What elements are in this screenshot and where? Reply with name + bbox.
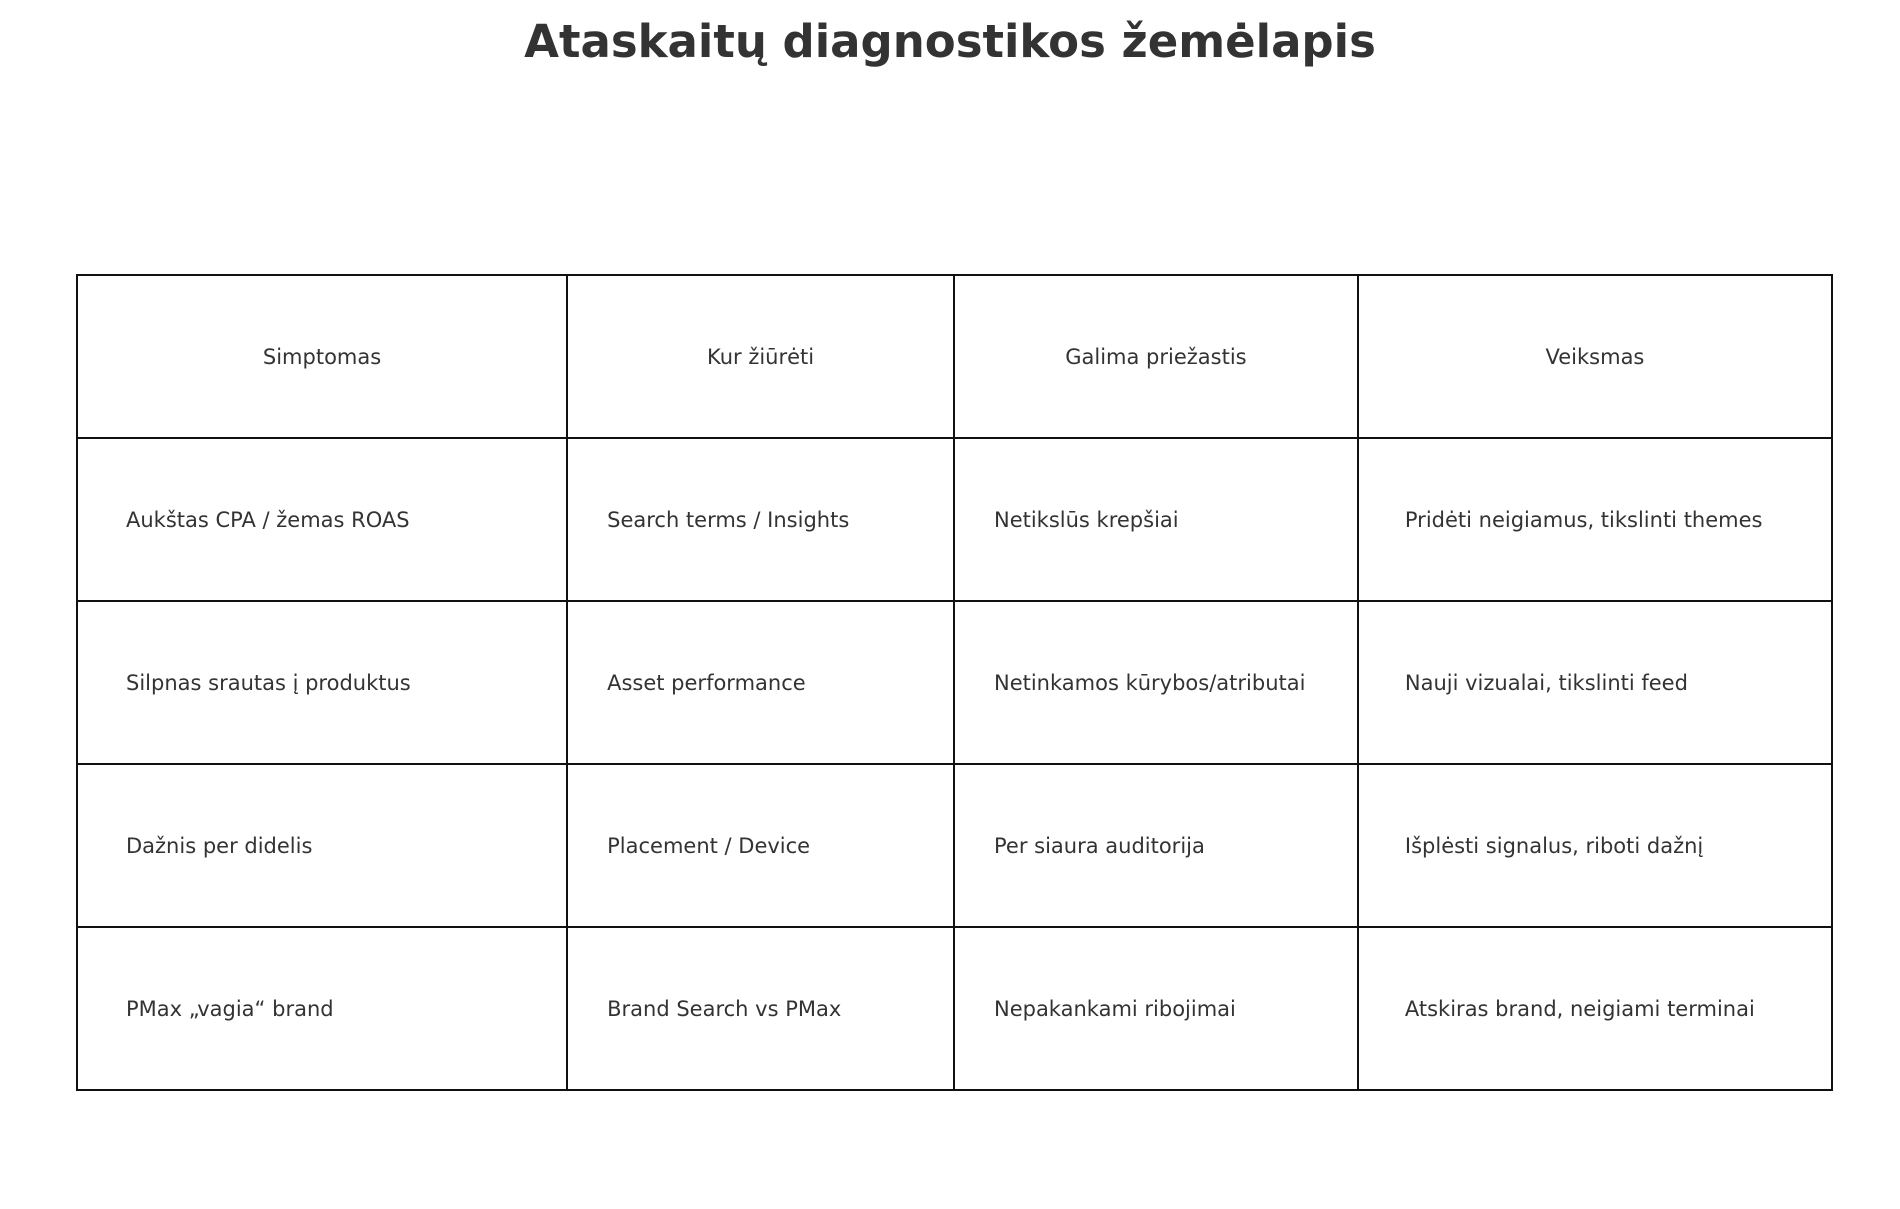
table-row [77, 927, 1832, 1090]
table-row [77, 438, 1832, 601]
table-cell: Per siaura auditorija [954, 764, 1358, 927]
chart-title: Ataskaitų diagnostikos žemėlapis [524, 15, 1376, 68]
table-cell: Placement / Device [567, 764, 954, 927]
column-header: Galima priežastis [954, 275, 1358, 438]
table-cell: Nepakankami ribojimai [954, 927, 1358, 1090]
table-cell: Silpnas srautas į produktus [77, 601, 567, 764]
table-cell: Atskiras brand, neigiami terminai [1358, 927, 1832, 1090]
diagnostics-table [76, 274, 1833, 1091]
table-cell: PMax „vagia“ brand [77, 927, 567, 1090]
table-cell: Brand Search vs PMax [567, 927, 954, 1090]
table-cell: Aukštas CPA / žemas ROAS [77, 438, 567, 601]
column-header: Simptomas [77, 275, 567, 438]
table-cell: Netinkamos kūrybos/atributai [954, 601, 1358, 764]
table-cell: Dažnis per didelis [77, 764, 567, 927]
table-cell: Search terms / Insights [567, 438, 954, 601]
table-header-row [77, 275, 1832, 438]
column-header: Veiksmas [1358, 275, 1832, 438]
table-cell: Pridėti neigiamus, tikslinti themes [1358, 438, 1832, 601]
column-header: Kur žiūrėti [567, 275, 954, 438]
table-cell: Nauji vizualai, tikslinti feed [1358, 601, 1832, 764]
table-cell: Išplėsti signalus, riboti dažnį [1358, 764, 1832, 927]
table-cell: Netikslūs krepšiai [954, 438, 1358, 601]
table-row [77, 764, 1832, 927]
table-row [77, 601, 1832, 764]
table-cell: Asset performance [567, 601, 954, 764]
